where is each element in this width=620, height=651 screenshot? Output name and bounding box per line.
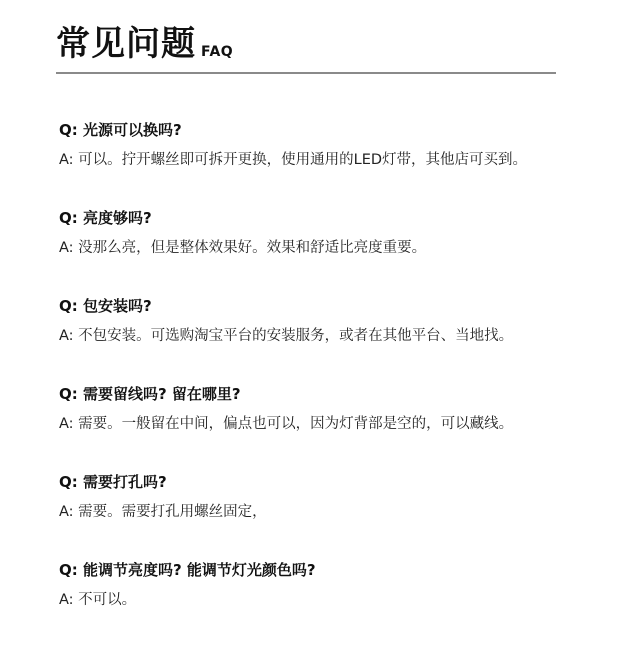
faq-item (59, 294, 604, 382)
faq-answer: A: 需要。一般留在中间，偏点也可以，因为灯背部是空的，可以藏线。 (59, 416, 514, 432)
page-title: 常见问题 (56, 24, 196, 64)
faq-answer: A: 不可以。 (59, 592, 137, 608)
faq-list (59, 118, 604, 646)
faq-item (59, 382, 604, 470)
faq-answer: A: 可以。拧开螺丝即可拆开更换，使用通用的LED灯带，其他店可买到。 (59, 152, 528, 168)
faq-question: Q: 亮度够吗? (59, 209, 152, 227)
faq-question: Q: 光源可以换吗? (59, 121, 182, 139)
faq-item (59, 118, 604, 206)
faq-question: Q: 需要留线吗? 留在哪里? (59, 385, 241, 403)
faq-answer: A: 没那么亮，但是整体效果好。效果和舒适比亮度重要。 (59, 240, 427, 256)
faq-question: Q: 需要打孔吗? (59, 473, 167, 491)
page-header (56, 20, 556, 64)
faq-answer: A: 不包安装。可选购淘宝平台的安装服务，或者在其他平台、当地找。 (59, 328, 514, 344)
faq-item (59, 470, 604, 558)
page-subtitle: FAQ (201, 44, 234, 60)
faq-question: Q: 包安装吗? (59, 297, 152, 315)
faq-item (59, 558, 604, 646)
faq-answer: A: 需要。需要打孔用螺丝固定， (59, 504, 267, 520)
title-row (56, 20, 556, 64)
faq-item (59, 206, 604, 294)
faq-question: Q: 能调节亮度吗? 能调节灯光颜色吗? (59, 561, 316, 579)
header-divider (56, 72, 556, 74)
